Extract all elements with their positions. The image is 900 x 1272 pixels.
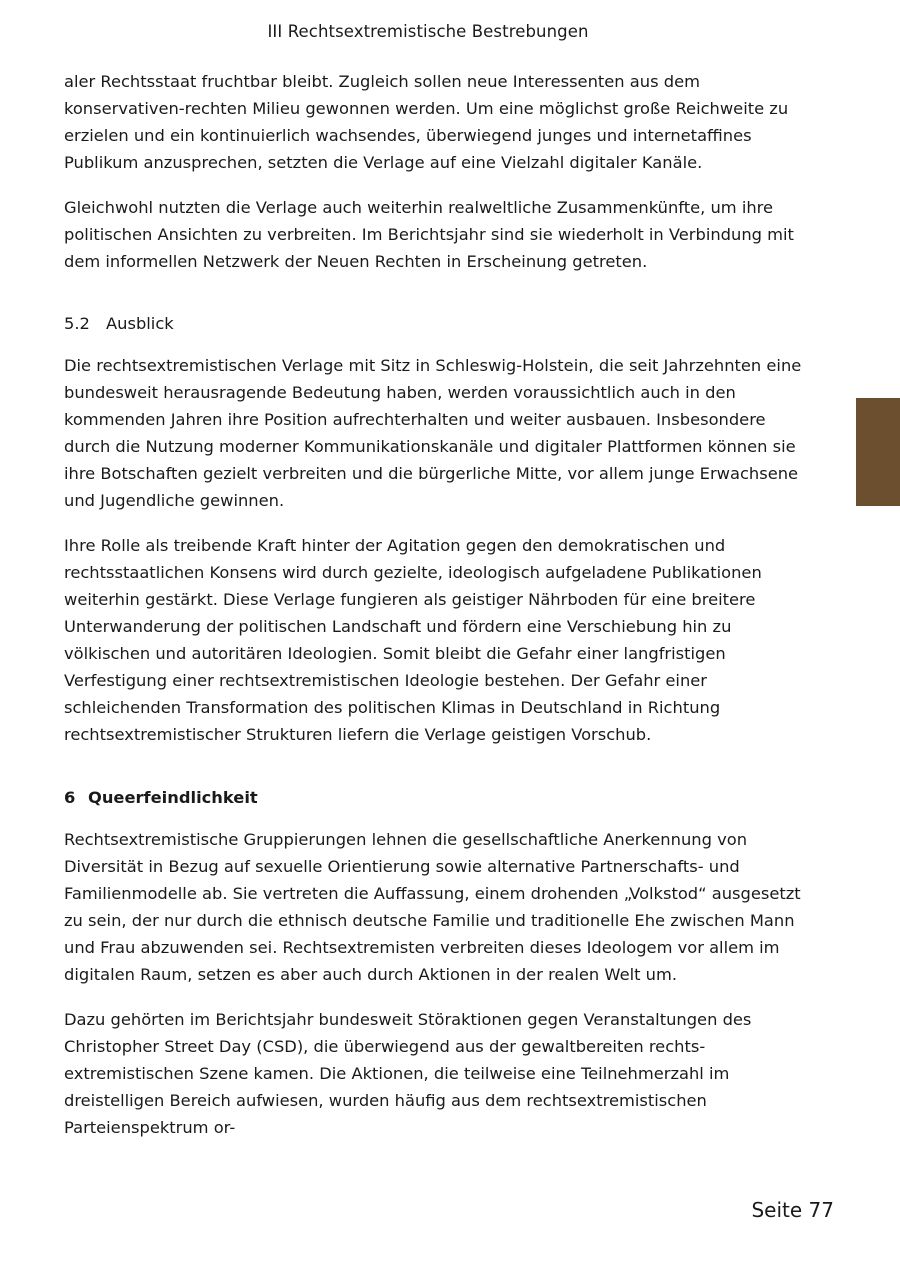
paragraph: Dazu gehörten im Berichtsjahr bundesweit Störaktionen gegen Veranstaltungen des Christopher Street Day (CSD), die überwiegend aus der gewaltbereiten rechts-extremistischen Szene kamen. Die Aktionen, die teilweise eine Teilnehmerzahl im dreistelligen Bereich aufwiesen, wurden häufig aus dem rechtsextremistischen Parteienspektrum or-: [64, 1010, 752, 1137]
paragraph: Gleichwohl nutzten die Verlage auch weiterhin realweltliche Zusammenkünfte, um ihre politischen Ansichten zu verbreiten. Im Berichtsjahr sind sie wiederholt in Verbindung mit dem informellen Netzwerk der Neuen Rechten in Erscheinung getreten.: [64, 198, 794, 271]
page-number: Seite 77: [751, 1198, 834, 1222]
chapter-heading: [64, 784, 804, 811]
paragraph: aler Rechtsstaat fruchtbar bleibt. Zugleich sollen neue Interessenten aus dem konservativen-rechten Milieu gewonnen werden. Um eine möglichst große Reichweite zu erzielen und ein kontinuierlich wachsendes, überwiegend junges und internetaffines Publikum anzusprechen, setzten die Verlage auf eine Vielzahl digitaler Kanäle.: [64, 72, 789, 172]
chapter-number: 6: [64, 788, 76, 807]
section-heading: [64, 310, 804, 337]
chapter-side-tab: [856, 398, 900, 506]
section-number: 5.2: [64, 314, 90, 333]
paragraph: Ihre Rolle als treibende Kraft hinter der Agitation gegen den demokratischen und rechtsstaatlichen Konsens wird durch gezielte, ideologisch aufgeladene Publikationen weiterhin gestärkt. Diese Verlage fungieren als geistiger Nährboden für eine breitere Unterwanderung der politischen Landschaft und fördern eine Verschiebung hin zu völkischen und autoritären Ideologien. Somit bleibt die Gefahr einer langfristigen Verfestigung einer rechtsextremistischen Ideologie bestehen. Der Gefahr einer schleichenden Transformation des politischen Klimas in Deutschland in Richtung rechtsextremistischer Strukturen liefern die Verlage geistigen Vorschub.: [64, 536, 762, 744]
running-header: III Rechtsextremistische Bestrebungen: [267, 22, 589, 41]
paragraph: Die rechtsextremistischen Verlage mit Sitz in Schleswig-Holstein, die seit Jahrzehnten eine bundesweit herausragende Bedeutung haben, werden voraussichtlich auch in den kommenden Jahren ihre Position aufrechterhalten und weiter ausbauen. Insbesondere durch die Nutzung moderner Kommunikationskanäle und digitaler Plattformen können sie ihre Botschaften gezielt verbreiten und die bürgerliche Mitte, vor allem junge Erwachsene und Jugendliche gewinnen.: [64, 356, 802, 510]
chapter-title: Queerfeindlichkeit: [88, 788, 258, 807]
section-title: Ausblick: [106, 314, 174, 333]
paragraph: Rechtsextremistische Gruppierungen lehnen die gesellschaftliche Anerkennung von Diversität in Bezug auf sexuelle Orientierung sowie alternative Partnerschafts- und Familienmodelle ab. Sie vertreten die Auffassung, einem drohenden „Volkstod“ ausgesetzt zu sein, der nur durch die ethnisch deutsche Familie und traditionelle Ehe zwischen Mann und Frau abzuwenden sei. Rechtsextremisten verbreiten dieses Ideologem vor allem im digitalen Raum, setzen es aber auch durch Aktionen in der realen Welt um.: [64, 830, 801, 984]
page-body: [64, 68, 804, 1141]
